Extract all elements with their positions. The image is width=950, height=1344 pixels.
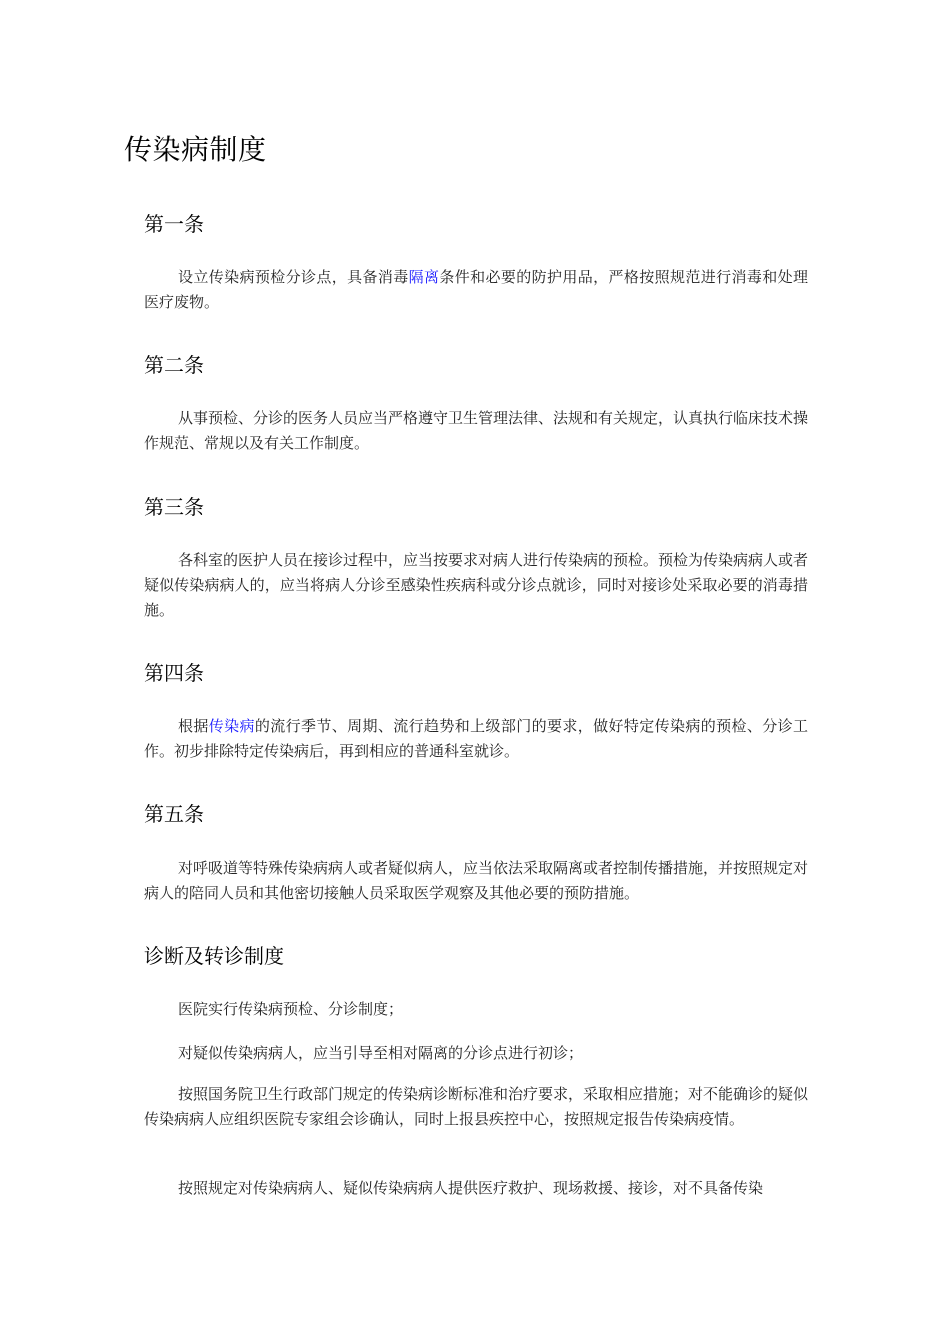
section-heading-3: 第三条 — [144, 495, 204, 519]
section-paragraph-3: 各科室的医护人员在接诊过程中，应当按要求对病人进行传染病的预检。预检为传染病病人或者疑似传染病病人的，应当将病人分诊至感染性疾病科或分诊点就诊，同时对接诊处采取必要的消毒措施。 — [144, 551, 809, 619]
paragraph-text: 根据 — [178, 717, 209, 735]
diagnosis-paragraph-1: 医院实行传染病预检、分诊制度； — [178, 1000, 404, 1018]
diagnosis-paragraph-4: 按照规定对传染病病人、疑似传染病病人提供医疗救护、现场救援、接诊，对不具备传染 — [178, 1179, 764, 1197]
glossary-link-infectious-disease[interactable]: 传染病 — [208, 717, 255, 735]
paragraph-text: 的流行季节、周期、流行趋势和上级部门的要求，做好特定传染病的预检、分诊工作。初步排除特定传染病后，再到相应的普通科室就诊。 — [144, 717, 808, 760]
section-paragraph-2: 从事预检、分诊的医务人员应当严格遵守卫生管理法律、法规和有关规定，认真执行临床技术操作规范、常规以及有关工作制度。 — [144, 409, 809, 452]
section-heading-2: 第二条 — [144, 353, 204, 377]
section-heading-1: 第一条 — [144, 212, 204, 236]
diagnosis-paragraph-3: 按照国务院卫生行政部门规定的传染病诊断标准和治疗要求，采取相应措施；对不能确诊的疑似传染病病人应组织医院专家组会诊确认，同时上报县疾控中心，按照规定报告传染病疫情。 — [144, 1085, 809, 1128]
section-heading-5: 第五条 — [144, 802, 204, 826]
glossary-link-isolation[interactable]: 隔离 — [408, 268, 440, 286]
diagnosis-paragraph-2: 对疑似传染病病人，应当引导至相对隔离的分诊点进行初诊； — [178, 1044, 584, 1062]
section-paragraph-5: 对呼吸道等特殊传染病病人或者疑似病人，应当依法采取隔离或者控制传播措施，并按照规定对病人的陪同人员和其他密切接触人员采取医学观察及其他必要的预防措施。 — [144, 859, 809, 902]
section-paragraph-1 — [144, 265, 808, 315]
section-heading-diagnosis: 诊断及转诊制度 — [144, 944, 284, 968]
paragraph-text: 条件和必要的防护用品，严格按照规范进行消毒和处理医疗废物。 — [144, 268, 808, 311]
paragraph-text: 设立传染病预检分诊点，具备消毒 — [178, 268, 409, 286]
section-heading-4: 第四条 — [144, 661, 204, 685]
document-title: 传染病制度 — [124, 133, 267, 166]
section-paragraph-4 — [144, 714, 808, 764]
